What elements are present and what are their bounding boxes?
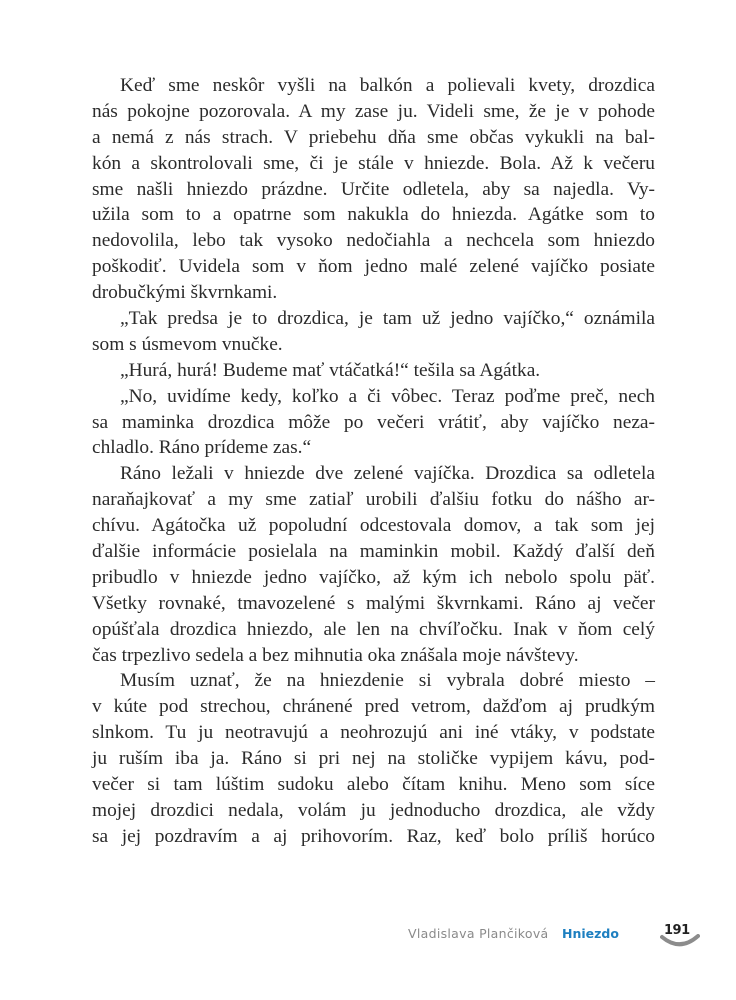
text-line: sa jej pozdravím a aj prihovorím. Raz, keď bolo príliš horúco — [92, 825, 655, 847]
text-line: ďalšie informácie posielala na maminkin mobil. Každý ďalší deň — [92, 541, 655, 563]
text-line: večer si tam lúštim sudoku alebo čítam knihu. Meno som síce — [92, 774, 655, 796]
text-line: mojej drozdici nedala, volám ju jednoducho drozdica, ale vždy — [92, 799, 655, 821]
text-line: sa maminka drozdica môže po večeri vrátiť, aby vajíčko neza- — [92, 411, 655, 433]
page-number: 191 — [664, 923, 690, 938]
body-text — [92, 73, 655, 850]
page-footer — [0, 922, 736, 962]
text-line: Všetky rovnaké, tmavozelené s malými škvrnkami. Ráno aj večer — [92, 592, 655, 614]
text-line: užila som to a opatrne som nakukla do hniezda. Agátke som to — [92, 204, 655, 226]
text-line: chladlo. Ráno prídeme zas.“ — [92, 437, 312, 459]
text-line: a nemá z nás strach. V priebehu dňa sme občas vykukli na bal- — [92, 126, 655, 148]
text-line: „No, uvidíme kedy, koľko a či vôbec. Teraz poďme preč, nech — [120, 385, 655, 407]
page-number-smile-arc-icon — [660, 934, 700, 952]
text-line: ju ruším iba ja. Ráno si pri nej na stoličke vypijem kávu, pod- — [92, 748, 655, 770]
text-line: „Hurá, hurá! Budeme mať vtáčatká!“ tešila sa Agátka. — [120, 359, 541, 381]
text-line: sme našli hniezdo prázdne. Určite odletela, aby sa najedla. Vy- — [92, 178, 655, 200]
text-line: chívu. Agátočka už popoludní odcestovala domov, a tak som jej — [92, 515, 655, 537]
text-line: slnkom. Tu ju neotravujú a neohrozujú ani iné vtáky, v podstate — [92, 722, 655, 744]
footer-author: Vladislava Plančiková — [408, 926, 549, 941]
text-line: opúšťala drozdica hniezdo, ale len na chvíľočku. Inak v ňom celý — [92, 618, 655, 640]
text-line: „Tak predsa je to drozdica, je tam už jedno vajíčko,“ oznámila — [120, 308, 655, 330]
text-line: Musím uznať, že na hniezdenie si vybrala dobré miesto – — [120, 670, 655, 692]
text-line: som s úsmevom vnučke. — [92, 333, 283, 355]
text-line: kón a skontrolovali sme, či je stále v hniezde. Bola. Až k večeru — [92, 152, 655, 174]
text-line: v kúte pod strechou, chránené pred vetrom, dažďom aj prudkým — [92, 696, 655, 718]
text-line: poškodiť. Uvidela som v ňom jedno malé zelené vajíčko posiate — [92, 256, 655, 278]
text-line: Ráno ležali v hniezde dve zelené vajíčka. Drozdica sa odletela — [120, 463, 655, 485]
text-line: nedovolila, lebo tak vysoko nedočiahla a nechcela som hniezdo — [92, 230, 655, 252]
text-line: naraňajkovať a my sme zatiaľ urobili ďalšiu fotku do nášho ar- — [92, 489, 655, 511]
text-line: nás pokojne pozorovala. A my zase ju. Videli sme, že je v pohode — [92, 100, 655, 122]
text-line: Keď sme neskôr vyšli na balkón a polievali kvety, drozdica — [120, 75, 655, 96]
text-line: drobučkými škvrnkami. — [92, 282, 278, 304]
footer-book-title: Hniezdo — [562, 926, 619, 941]
text-line: pribudlo v hniezde jedno vajíčko, až kým ich nebolo spolu päť. — [92, 566, 655, 588]
text-line: čas trpezlivo sedela a bez mihnutia oka znášala moje návštevy. — [92, 644, 579, 666]
